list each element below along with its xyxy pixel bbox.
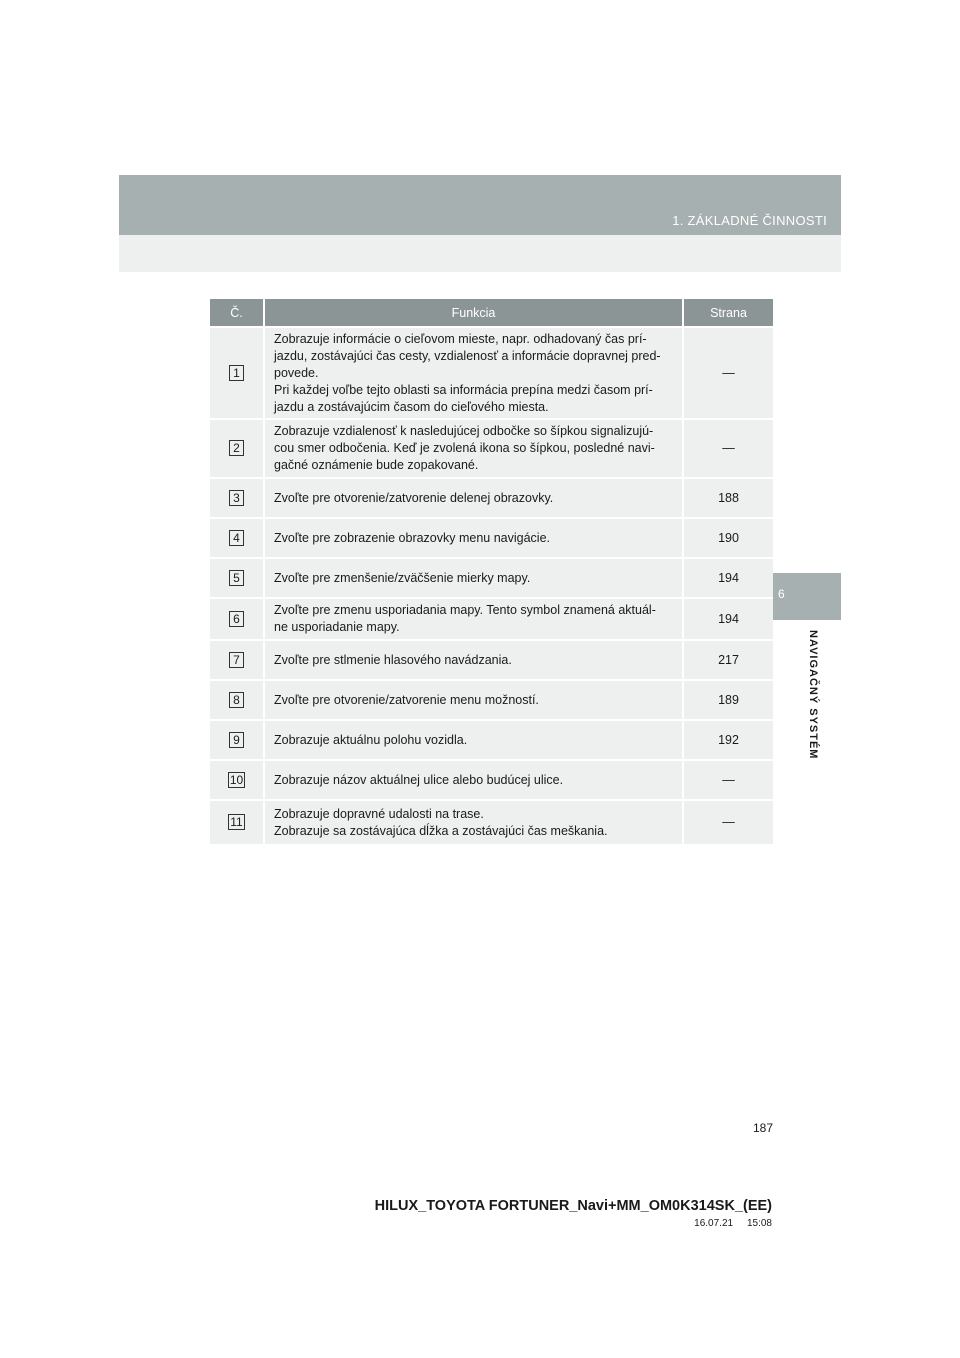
table-row <box>210 680 773 720</box>
row-page-cell: — <box>683 760 773 800</box>
row-number-box: 4 <box>229 530 244 546</box>
row-function-cell <box>264 760 683 800</box>
table-row <box>210 800 773 844</box>
chapter-tab <box>773 573 841 620</box>
row-number-box: 6 <box>229 611 244 627</box>
document-code: HILUX_TOYOTA FORTUNER_Navi+MM_OM0K314SK_(EE) <box>374 1198 772 1214</box>
row-number-cell <box>210 518 264 558</box>
header-function: Funkcia <box>264 299 683 327</box>
function-text-line: Pri každej voľbe tejto oblasti sa informácia prepína medzi časom prí- <box>274 382 653 397</box>
function-text-line: Zvoľte pre stlmenie hlasového navádzania. <box>274 652 512 667</box>
row-page-cell: 192 <box>683 720 773 760</box>
row-page-cell: 188 <box>683 478 773 518</box>
header-bar <box>119 175 841 235</box>
row-number-cell <box>210 598 264 640</box>
function-text-line: Zvoľte pre otvorenie/zatvorenie menu možností. <box>274 692 539 707</box>
row-number-cell <box>210 419 264 478</box>
header-band <box>119 235 841 272</box>
row-number-cell <box>210 478 264 518</box>
row-number-cell <box>210 720 264 760</box>
row-number-cell <box>210 558 264 598</box>
header-page: Strana <box>683 299 773 327</box>
table-row <box>210 720 773 760</box>
function-text-line: povede. <box>274 365 319 380</box>
row-function-cell <box>264 720 683 760</box>
table-row <box>210 558 773 598</box>
chapter-number: 6 <box>778 587 785 601</box>
table-row <box>210 760 773 800</box>
row-number-box: 2 <box>229 440 244 456</box>
row-number-box: 1 <box>229 365 244 381</box>
header-number: Č. <box>210 299 264 327</box>
table-header-row <box>210 299 773 327</box>
table-row <box>210 419 773 478</box>
row-number-box: 3 <box>229 490 244 506</box>
row-page-cell: 217 <box>683 640 773 680</box>
row-number-box: 11 <box>230 815 243 829</box>
table-row <box>210 478 773 518</box>
function-text-line: Zobrazuje názov aktuálnej ulice alebo budúcej ulice. <box>274 772 564 787</box>
table-row <box>210 518 773 558</box>
function-table <box>210 299 773 844</box>
row-function-cell <box>264 478 683 518</box>
row-number-box: 7 <box>229 652 244 668</box>
row-number-cell <box>210 800 264 844</box>
row-page-cell: — <box>683 327 773 419</box>
row-page-cell: — <box>683 419 773 478</box>
function-text-line: Zobrazuje dopravné udalosti na trase. <box>274 806 484 821</box>
row-number-box: 5 <box>229 570 244 586</box>
function-text-line: Zvoľte pre otvorenie/zatvorenie delenej obrazovky. <box>274 490 554 505</box>
row-function-cell <box>264 419 683 478</box>
table-row <box>210 598 773 640</box>
row-function-cell <box>264 800 683 844</box>
row-number-cell <box>210 640 264 680</box>
row-function-cell <box>264 558 683 598</box>
row-page-cell: 194 <box>683 558 773 598</box>
row-page-cell: 194 <box>683 598 773 640</box>
document-date: 16.07.21 15:08 <box>694 1218 772 1229</box>
row-number-box: 8 <box>229 692 244 708</box>
row-page-cell: — <box>683 800 773 844</box>
row-function-cell <box>264 518 683 558</box>
function-text-line: Zvoľte pre zmenu usporiadania mapy. Tento symbol znamená aktuál- <box>274 603 656 617</box>
row-function-cell <box>264 640 683 680</box>
function-text-line: cou smer odbočenia. Keď je zvolená ikona so šípkou, posledné navi- <box>274 441 655 455</box>
function-text-line: Zobrazuje vzdialenosť k nasledujúcej odbočke so šípkou signalizujú- <box>274 424 654 438</box>
row-number-cell <box>210 680 264 720</box>
table-row <box>210 640 773 680</box>
row-number-box: 10 <box>229 772 244 787</box>
function-text-line: Zvoľte pre zobrazenie obrazovky menu navigácie. <box>274 530 551 545</box>
row-page-cell: 189 <box>683 680 773 720</box>
row-function-cell <box>264 680 683 720</box>
chapter-label: NAVIGAČNÝ SYSTÉM <box>807 630 819 760</box>
function-text-line: gačné oznámenie bude zopakované. <box>274 458 479 472</box>
table-row <box>210 327 773 419</box>
function-text-line: jazdu, zostávajúci čas cesty, vzdialenosť a informácie dopravnej pred- <box>274 348 661 363</box>
page-number: 187 <box>753 1121 774 1135</box>
function-text-line: Zobrazuje informácie o cieľovom mieste, napr. odhadovaný čas prí- <box>274 331 647 346</box>
row-number-cell <box>210 327 264 419</box>
row-number-cell <box>210 760 264 800</box>
section-title: 1. ZÁKLADNÉ ČINNOSTI <box>672 213 827 228</box>
row-number-box: 9 <box>229 732 244 748</box>
row-function-cell <box>264 327 683 419</box>
row-function-cell <box>264 598 683 640</box>
function-text-line: Zobrazuje sa zostávajúca dĺžka a zostávajúci čas meškania. <box>274 823 608 838</box>
function-text-line: ne usporiadanie mapy. <box>274 620 400 634</box>
row-page-cell: 190 <box>683 518 773 558</box>
function-text-line: Zobrazuje aktuálnu polohu vozidla. <box>274 732 468 747</box>
function-text-line: Zvoľte pre zmenšenie/zväčšenie mierky mapy. <box>274 570 531 585</box>
function-text-line: jazdu a zostávajúcim časom do cieľového miesta. <box>274 399 549 414</box>
